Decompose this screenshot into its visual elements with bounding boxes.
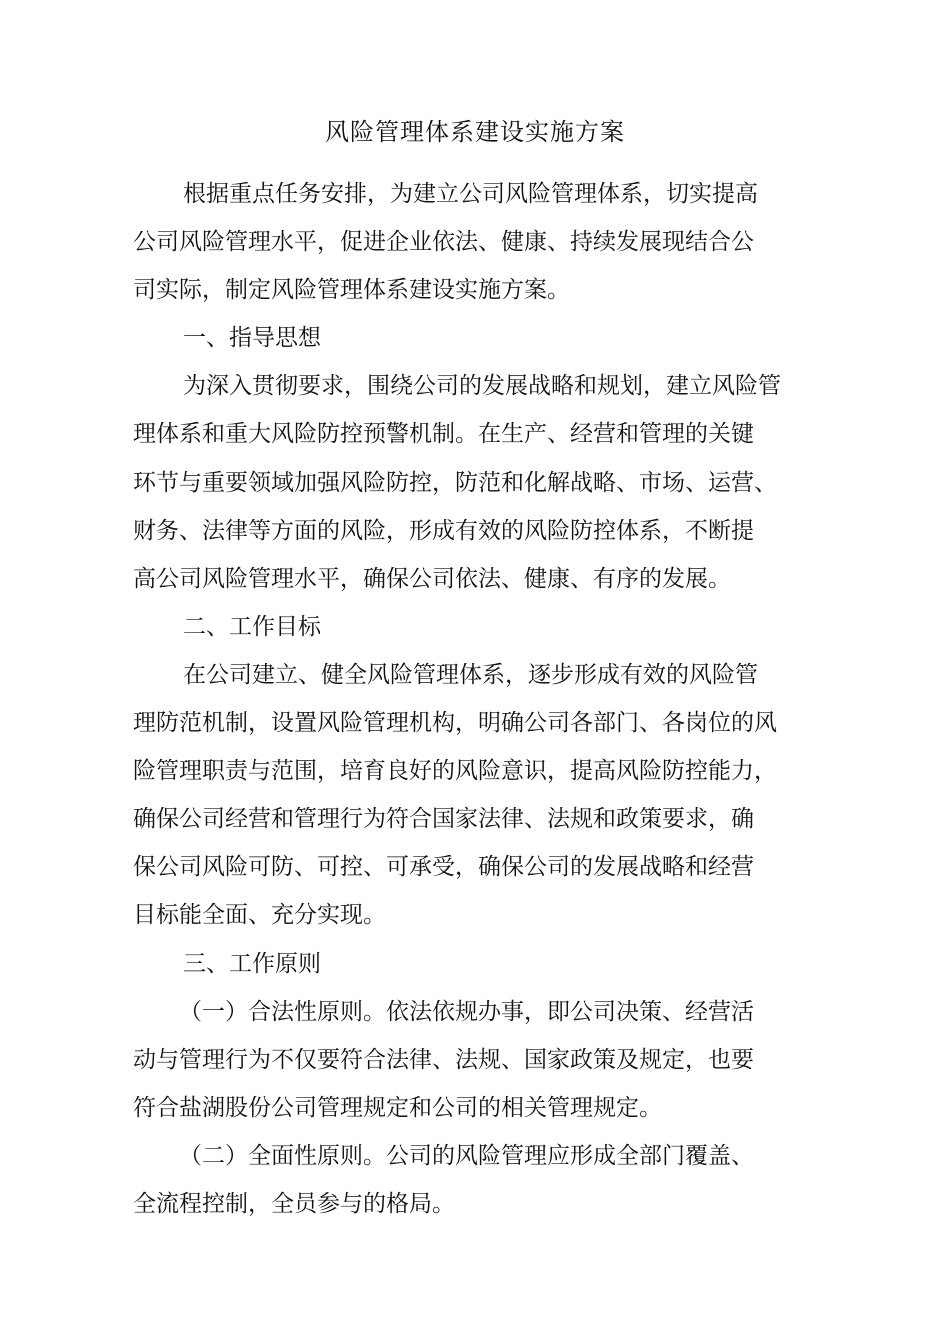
document-body: [133, 170, 833, 1228]
paragraph-line: 符合盐湖股份公司管理规定和公司的相关管理规定。: [133, 1094, 662, 1121]
paragraph-line: 目标能全面、充分实现。: [133, 902, 386, 929]
paragraph-line: 高公司风险管理水平，确保公司依法、健康、有序的发展。: [133, 565, 731, 592]
paragraph-line: 司实际，制定风险管理体系建设实施方案。: [133, 277, 570, 304]
paragraph-line: 动与管理行为不仅要符合法律、法规、国家政策及规定，也要: [133, 1046, 754, 1073]
paragraph-line: 保公司风险可防、可控、可承受，确保公司的发展战略和经营: [133, 854, 754, 881]
paragraph-line: 环节与重要领域加强风险防控，防范和化解战略、市场、运营、: [133, 469, 777, 496]
paragraph-line: 根据重点任务安排，为建立公司风险管理体系，切实提高: [183, 181, 758, 207]
paragraph-line: 财务、法律等方面的风险，形成有效的风险防控体系，不断提: [133, 517, 754, 544]
section-heading-1: 一、指导思想: [183, 325, 321, 352]
paragraph-line: 理防范机制，设置风险管理机构，明确公司各部门、各岗位的风: [133, 710, 777, 737]
section-heading-3: 三、工作原则: [183, 950, 321, 977]
paragraph-line: 险管理职责与范围，培育良好的风险意识，提高风险防控能力，: [133, 758, 777, 785]
paragraph-line: 公司风险管理水平，促进企业依法、健康、持续发展现结合公: [133, 229, 754, 256]
section-heading-2: 二、工作目标: [183, 613, 321, 640]
paragraph-line: （一）合法性原则。依法依规办事，即公司决策、经营活: [179, 998, 754, 1025]
paragraph-line: 全流程控制，全员参与的格局。: [133, 1190, 455, 1217]
paragraph-line: 在公司建立、健全风险管理体系，逐步形成有效的风险管: [183, 661, 758, 688]
document-title: 风险管理体系建设实施方案: [325, 118, 625, 146]
paragraph-line: （二）全面性原则。公司的风险管理应形成全部门覆盖、: [179, 1142, 754, 1169]
paragraph-line: 为深入贯彻要求，围绕公司的发展战略和规划，建立风险管: [183, 373, 781, 400]
paragraph-line: 确保公司经营和管理行为符合国家法律、法规和政策要求，确: [133, 806, 754, 833]
paragraph-line: 理体系和重大风险防控预警机制。在生产、经营和管理的关键: [133, 421, 754, 448]
